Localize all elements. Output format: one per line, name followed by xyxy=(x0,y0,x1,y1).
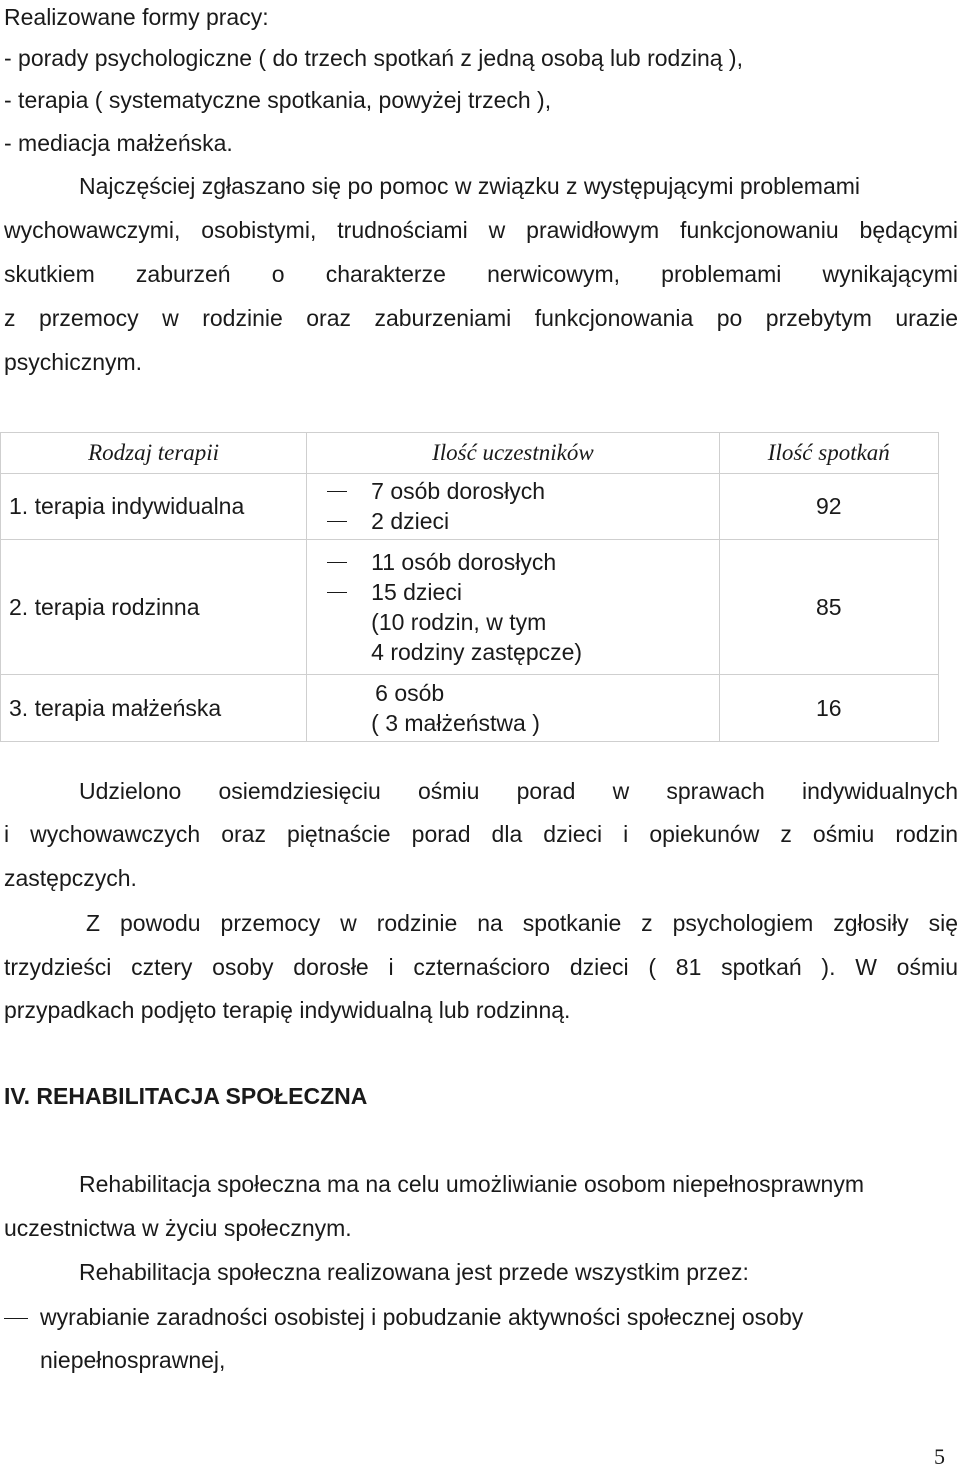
paragraph-line: Z powodu przemocy w rodzinie na spotkanie z psychologiem zgłosiły się xyxy=(86,910,958,936)
paragraph-line: Najczęściej zgłaszano się po pomoc w związku z występującymi problemami xyxy=(79,173,861,199)
therapy-table xyxy=(0,432,939,742)
bullet-line: niepełnosprawnej, xyxy=(40,1347,226,1373)
participant-line: (10 rodzin, w tym xyxy=(371,608,547,635)
meetings-count: 85 xyxy=(719,540,938,675)
header-meetings: Ilość spotkań xyxy=(719,433,938,474)
header-therapy-type: Rodzaj terapii xyxy=(1,433,307,474)
dash-marker xyxy=(327,521,347,522)
paragraph-line: Rehabilitacja społeczna realizowana jest przede wszystkim przez: xyxy=(79,1259,749,1285)
paragraph-line: zastępczych. xyxy=(4,865,137,891)
paragraph-line: uczestnictwa w życiu społecznym. xyxy=(4,1215,352,1241)
meetings-count: 16 xyxy=(719,675,938,742)
dash-marker xyxy=(327,562,347,563)
table-header-row xyxy=(1,433,939,474)
dash-marker xyxy=(4,1318,28,1319)
therapy-type: 2. terapia rodzinna xyxy=(1,540,307,675)
intro-item: - terapia ( systematyczne spotkania, powyżej trzech ), xyxy=(4,87,552,113)
participants-cell xyxy=(307,675,719,742)
intro-heading: Realizowane formy pracy: xyxy=(4,4,269,30)
therapy-type: 1. terapia indywidualna xyxy=(1,474,307,540)
participant-line: 2 dzieci xyxy=(307,507,718,537)
intro-item: - mediacja małżeńska. xyxy=(4,130,233,156)
section-title: IV. REHABILITACJA SPOŁECZNA xyxy=(4,1083,368,1109)
participant-line: ( 3 małżeństwa ) xyxy=(371,709,540,736)
participant-line: 11 osób dorosłych xyxy=(307,547,718,577)
participants-cell xyxy=(307,474,719,540)
participant-line: 15 dzieci xyxy=(307,577,718,607)
paragraph-line: z przemocy w rodzinie oraz zaburzeniami funkcjonowania po przebytym urazie xyxy=(4,305,958,331)
table-row xyxy=(1,540,939,675)
paragraph-line: skutkiem zaburzeń o charakterze nerwicowym, problemami wynikającymi xyxy=(4,261,958,287)
page-number: 5 xyxy=(934,1444,945,1469)
bullet-line: wyrabianie zaradności osobistej i pobudzanie aktywności społecznej osoby xyxy=(40,1304,804,1330)
participant-line: 6 osób xyxy=(375,679,445,706)
participants-cell xyxy=(307,540,719,675)
intro-item: - porady psychologiczne ( do trzech spotkań z jedną osobą lub rodziną ), xyxy=(4,45,743,71)
table-row xyxy=(1,474,939,540)
meetings-count: 92 xyxy=(719,474,938,540)
paragraph-line: przypadkach podjęto terapię indywidualną lub rodzinną. xyxy=(4,997,571,1023)
table-row xyxy=(1,675,939,742)
participant-line: 4 rodziny zastępcze) xyxy=(371,638,583,665)
dash-marker xyxy=(327,592,347,593)
header-participants: Ilość uczestników xyxy=(307,433,719,474)
paragraph-line: psychicznym. xyxy=(4,349,143,375)
therapy-type: 3. terapia małżeńska xyxy=(1,675,307,742)
paragraph-line: trzydzieści cztery osoby dorosłe i czternaścioro dzieci ( 81 spotkań ). W ośmiu xyxy=(4,954,958,980)
dash-marker xyxy=(327,491,347,492)
paragraph-line: wychowawczymi, osobistymi, trudnościami w prawidłowym funkcjonowaniu będącymi xyxy=(4,217,958,243)
participant-line: 7 osób dorosłych xyxy=(307,477,718,507)
paragraph-line: i wychowawczych oraz piętnaście porad dla dzieci i opiekunów z ośmiu rodzin xyxy=(4,821,958,847)
paragraph-line: Rehabilitacja społeczna ma na celu umożliwianie osobom niepełnosprawnym xyxy=(79,1171,864,1197)
paragraph-line: Udzielono osiemdziesięciu ośmiu porad w sprawach indywidualnych xyxy=(79,778,958,804)
